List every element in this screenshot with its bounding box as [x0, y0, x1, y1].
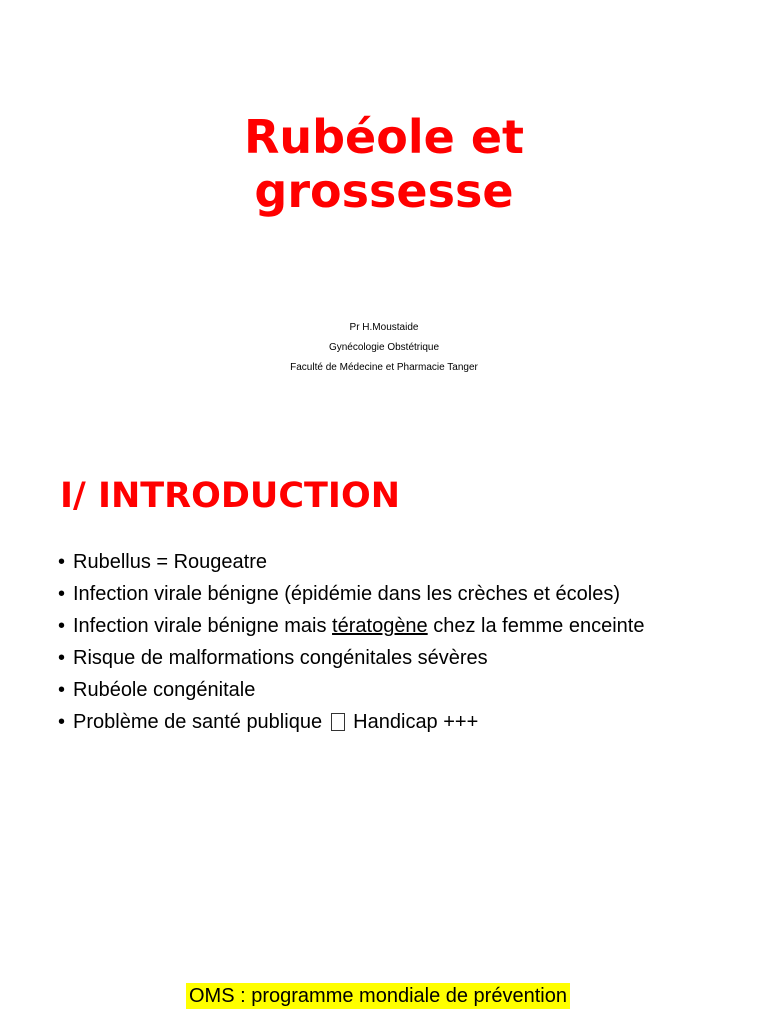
list-item [58, 642, 644, 674]
bullet-dot-icon: • [58, 583, 66, 605]
arrow-icon [331, 713, 345, 731]
underlined-term: tératogène [332, 615, 428, 637]
title-line-1: Rubéole et [243, 110, 525, 164]
list-item [58, 674, 644, 706]
list-item-text: Risque de malformations congénitales sévères [73, 647, 488, 669]
list-item-text-tail: Handicap +++ [347, 711, 479, 733]
list-item-text: Rubéole congénitale [73, 679, 256, 701]
bullet-dot-icon: • [58, 679, 66, 701]
author-institution: Faculté de Médecine et Pharmacie Tanger [290, 362, 478, 373]
author-block [0, 318, 768, 378]
slide-title [0, 110, 768, 218]
list-item-text-tail: chez la femme enceinte [427, 615, 645, 637]
author-name: Pr H.Moustaide [349, 322, 419, 333]
intro-bullet-list [58, 546, 644, 738]
list-item [58, 578, 644, 610]
title-line-2: grossesse [254, 164, 514, 218]
list-item-text: Infection virale bénigne mais [73, 615, 333, 637]
bullet-dot-icon: • [58, 615, 66, 637]
author-department: Gynécologie Obstétrique [328, 342, 440, 353]
list-item-text: Rubellus = Rougeatre [73, 551, 268, 573]
list-item [58, 546, 644, 578]
section-heading: I/ INTRODUCTION [60, 476, 400, 516]
list-item-text: Problème de santé publique [73, 711, 328, 733]
list-item [58, 610, 644, 642]
list-item [58, 706, 644, 738]
bullet-dot-icon: • [58, 551, 66, 573]
bullet-dot-icon: • [58, 711, 66, 733]
footer-highlight-note: OMS : programme mondiale de prévention [186, 983, 570, 1009]
list-item-text: Infection virale bénigne (épidémie dans les crèches et écoles) [73, 583, 620, 605]
bullet-dot-icon: • [58, 647, 66, 669]
